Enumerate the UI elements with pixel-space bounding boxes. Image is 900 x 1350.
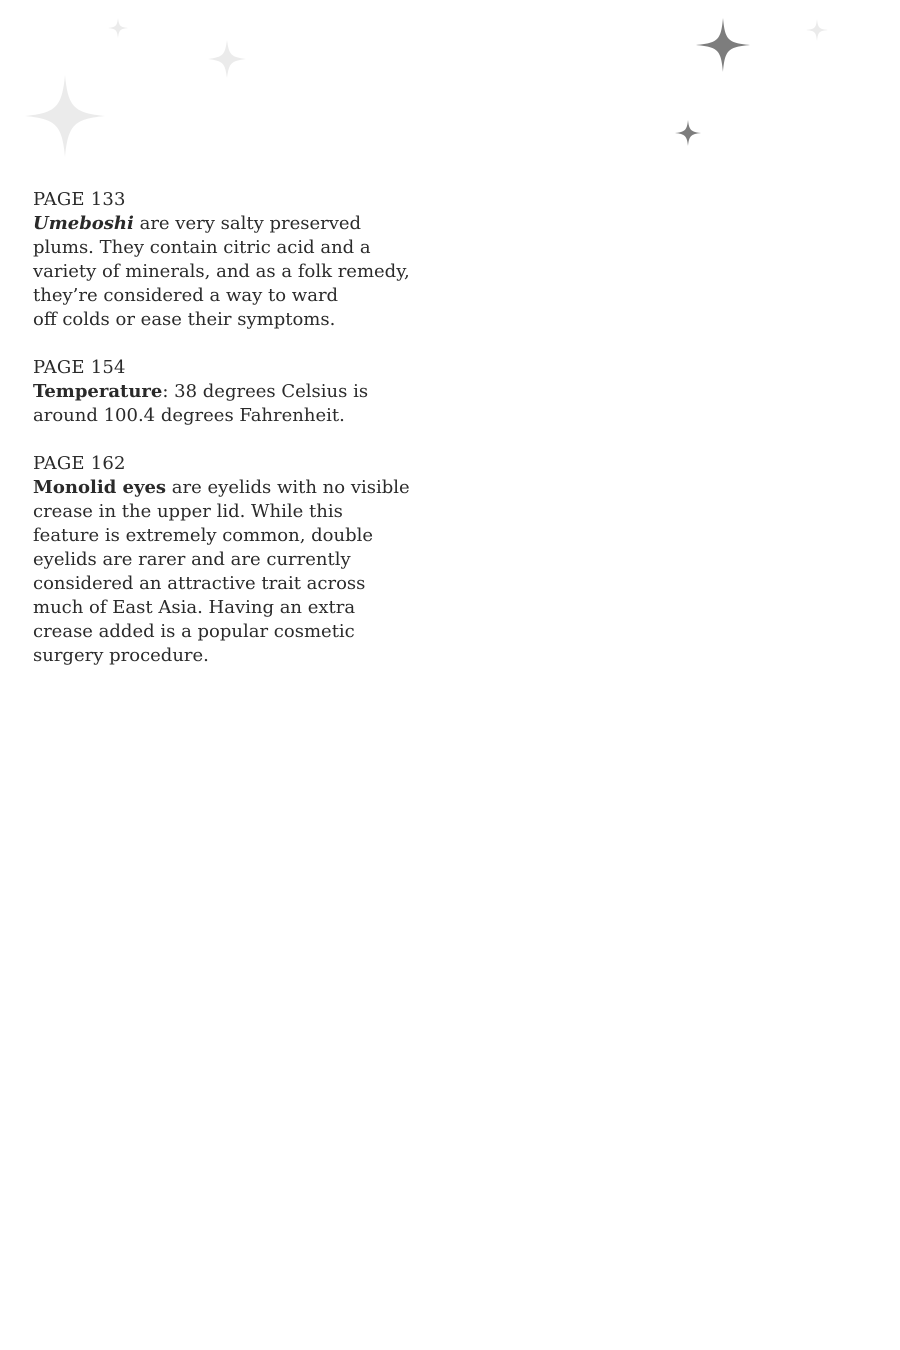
sparkle-large-light-icon — [25, 75, 105, 157]
sparkle-small-dark-icon — [675, 120, 701, 146]
note-body — [33, 477, 410, 666]
note-page-133 — [33, 188, 413, 332]
note-text: : 38 degrees Celsius is around 100.4 degrees Fahrenheit. — [33, 381, 369, 426]
sparkle-small-light-icon — [108, 18, 128, 38]
sparkle-decoration — [0, 0, 900, 170]
note-body — [33, 381, 368, 426]
term-temperature: Temperature — [33, 381, 163, 402]
sparkle-medium-light-icon — [208, 40, 246, 78]
note-body — [33, 213, 410, 330]
page-label: PAGE 162 — [33, 453, 126, 474]
glossary-notes — [33, 188, 413, 692]
note-text: are eyelids with no visible crease in the upper lid. While this feature is extremely common, double eyelids are rarer and are currently considered an attractive trait across much of East Asia. Having an extra crease added is a popular cosmetic surgery procedure. — [33, 477, 410, 666]
sparkle-tiny-light-icon — [806, 19, 828, 41]
page-label: PAGE 154 — [33, 357, 126, 378]
note-text-continued: off colds or ease their symptoms. — [33, 309, 336, 330]
sparkle-large-dark-icon — [696, 18, 750, 72]
term-monolid-eyes: Monolid eyes — [33, 477, 167, 498]
note-page-162 — [33, 452, 413, 668]
page-label: PAGE 133 — [33, 189, 126, 210]
note-text: are very salty preserved plums. They contain citric acid and a variety of minerals, and as a folk remedy, they’re considered a way to ward — [33, 213, 410, 306]
term-umeboshi: Umeboshi — [33, 213, 134, 234]
note-page-154 — [33, 356, 413, 428]
